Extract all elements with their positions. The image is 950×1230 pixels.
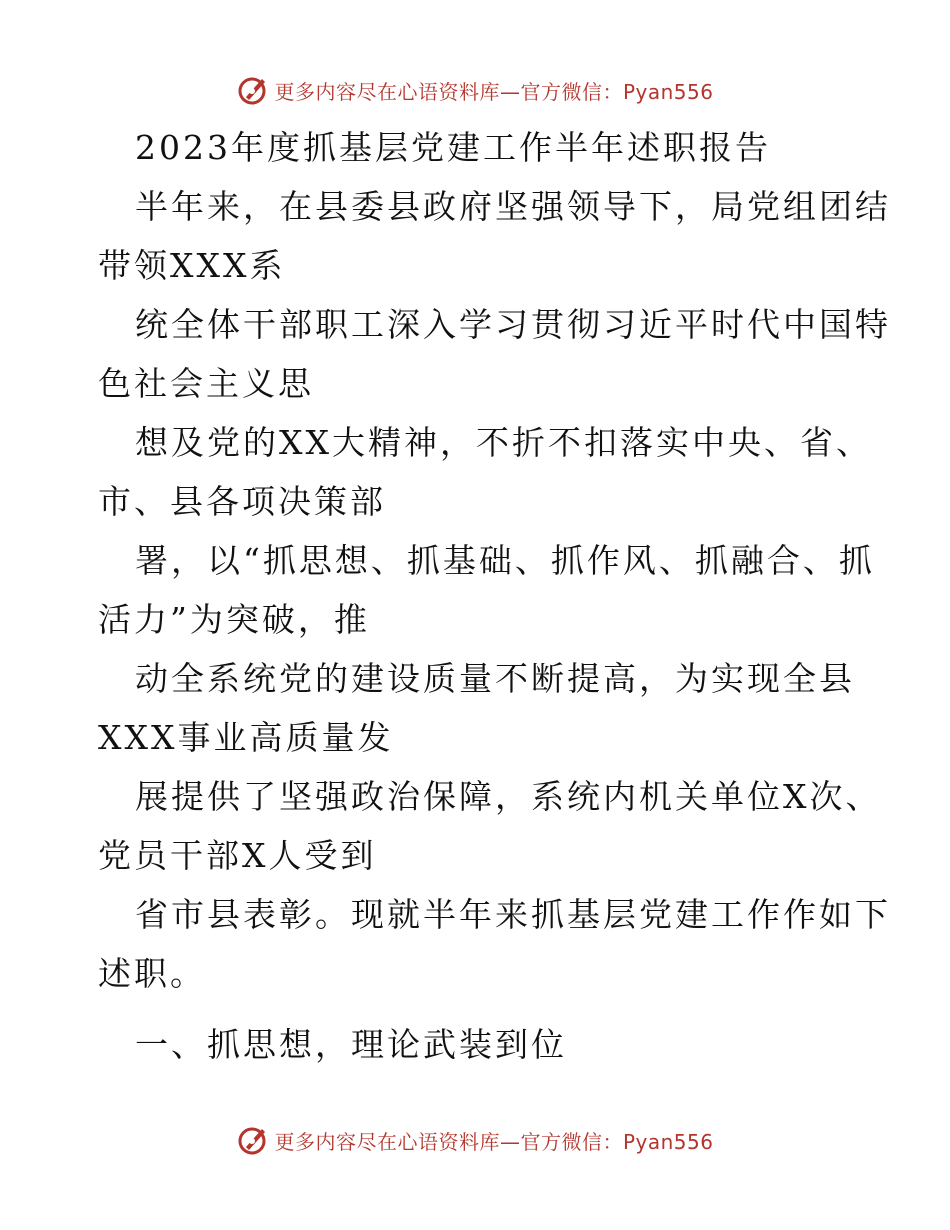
paragraph-line: 半年来，在县委县政府坚强领导下，局党组团结 — [135, 187, 891, 226]
paragraph-line: 述职。 — [98, 954, 206, 993]
section-heading: 一、抓思想，理论武装到位 — [135, 1025, 567, 1064]
document-title: 2023年度抓基层党建工作半年述职报告 — [135, 128, 771, 167]
watermark-header — [0, 70, 950, 110]
paragraph-line: 活力”为突破，推 — [98, 600, 370, 639]
document-body — [98, 118, 891, 1074]
watermark-text: 更多内容尽在心语资料库—官方微信：Pyan556 — [274, 79, 714, 104]
paragraph-line: 署，以“抓思想、抓基础、抓作风、抓融合、抓 — [135, 541, 875, 580]
paragraph-line: XXX事业高质量发 — [98, 718, 394, 757]
quill-pen-icon — [236, 73, 270, 107]
paragraph-line: 展提供了坚强政治保障，系统内机关单位X次、 — [135, 777, 882, 816]
paragraph-line: 省市县表彰。现就半年来抓基层党建工作作如下 — [135, 895, 891, 934]
paragraph-line: 动全系统党的建设质量不断提高，为实现全县 — [135, 659, 855, 698]
watermark-text: 更多内容尽在心语资料库—官方微信：Pyan556 — [274, 1129, 714, 1154]
quill-pen-icon — [236, 1123, 270, 1157]
paragraph-line: 带领XXX系 — [98, 246, 286, 285]
paragraph-line: 统全体干部职工深入学习贯彻习近平时代中国特 — [135, 305, 891, 344]
paragraph-line: 想及党的XX大精神，不折不扣落实中央、省、 — [135, 423, 872, 462]
paragraph-line: 市、县各项决策部 — [98, 482, 386, 521]
paragraph-line: 党员干部X人受到 — [98, 836, 377, 875]
watermark-footer — [0, 1120, 950, 1160]
paragraph-line: 色社会主义思 — [98, 364, 314, 403]
